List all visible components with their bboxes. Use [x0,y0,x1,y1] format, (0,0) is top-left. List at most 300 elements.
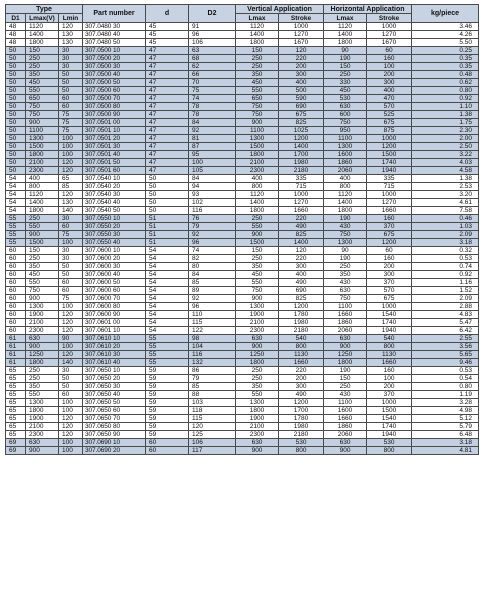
cell-part-number: 307.0480 50 [83,39,146,47]
cell-horizontal-stroke: 160 [367,255,412,263]
cell-part-number: 307.0540 30 [83,191,146,199]
cell-vertical-stroke: 490 [279,279,324,287]
table-row [6,183,479,191]
cell-kg-per-piece: 3.18 [412,239,479,247]
cell-d2: 115 [189,319,236,327]
table-row [6,359,479,367]
cell-d: 59 [146,383,189,391]
cell-d1: 61 [6,351,26,359]
cell-part-number: 307.0650 50 [83,399,146,407]
cell-lmin: 140 [59,207,83,215]
cell-d: 59 [146,391,189,399]
cell-d: 51 [146,239,189,247]
cell-vertical-lmax: 450 [236,271,279,279]
cell-d2: 91 [189,23,236,31]
cell-kg-per-piece: 2.30 [412,127,479,135]
cell-horizontal-lmax: 1300 [324,143,367,151]
cell-vertical-stroke: 530 [279,439,324,447]
cell-kg-per-piece: 1.38 [412,175,479,183]
cell-d1: 61 [6,343,26,351]
cell-kg-per-piece: 0.35 [412,55,479,63]
cell-d: 47 [146,127,189,135]
cell-part-number: 307.0501 30 [83,143,146,151]
cell-kg-per-piece: 5.50 [412,39,479,47]
cell-horizontal-stroke: 1000 [367,23,412,31]
cell-lmin: 100 [59,135,83,143]
table-row [6,103,479,111]
cell-horizontal-stroke: 1200 [367,239,412,247]
cell-part-number: 307.0501 00 [83,119,146,127]
cell-horizontal-stroke: 200 [367,71,412,79]
cell-d1: 50 [6,159,26,167]
cell-horizontal-lmax: 430 [324,391,367,399]
cell-d2: 94 [189,183,236,191]
cell-d2: 105 [189,167,236,175]
cell-d1: 61 [6,359,26,367]
cell-lmax: 350 [26,383,59,391]
cell-d1: 60 [6,303,26,311]
header-part-number: Part number [83,5,146,23]
cell-horizontal-stroke: 1740 [367,159,412,167]
cell-vertical-lmax: 1800 [236,151,279,159]
cell-d1: 65 [6,375,26,383]
cell-kg-per-piece: 5.79 [412,423,479,431]
cell-lmax: 1500 [26,239,59,247]
cell-vertical-lmax: 900 [236,343,279,351]
cell-vertical-lmax: 150 [236,247,279,255]
cell-lmax: 900 [26,119,59,127]
cell-lmax: 250 [26,255,59,263]
cell-d1: 60 [6,271,26,279]
cell-d2: 92 [189,127,236,135]
cell-vertical-stroke: 1660 [279,359,324,367]
cell-lmax: 250 [26,55,59,63]
cell-d1: 60 [6,327,26,335]
cell-d1: 48 [6,23,26,31]
cell-horizontal-lmax: 1860 [324,159,367,167]
cell-kg-per-piece: 1.38 [412,111,479,119]
cell-vertical-lmax: 2300 [236,167,279,175]
cell-lmin: 50 [59,79,83,87]
cell-vertical-lmax: 250 [236,375,279,383]
cell-vertical-lmax: 1300 [236,303,279,311]
cell-vertical-lmax: 750 [236,103,279,111]
cell-horizontal-stroke: 530 [367,439,412,447]
cell-vertical-lmax: 900 [236,447,279,455]
cell-d: 60 [146,439,189,447]
cell-part-number: 307.0501 60 [83,167,146,175]
cell-d2: 93 [189,191,236,199]
cell-lmin: 60 [59,103,83,111]
cell-d: 54 [146,287,189,295]
cell-d2: 106 [189,439,236,447]
cell-part-number: 307.0501 50 [83,159,146,167]
cell-kg-per-piece: 0.92 [412,95,479,103]
table-row [6,159,479,167]
cell-lmax: 1900 [26,415,59,423]
cell-d1: 65 [6,431,26,439]
cell-vertical-stroke: 220 [279,215,324,223]
cell-vertical-stroke: 120 [279,247,324,255]
cell-lmin: 90 [59,335,83,343]
cell-kg-per-piece: 7.58 [412,207,479,215]
cell-vertical-stroke: 1270 [279,31,324,39]
cell-d1: 48 [6,39,26,47]
cell-lmax: 900 [26,295,59,303]
cell-vertical-lmax: 550 [236,87,279,95]
table-row [6,23,479,31]
cell-vertical-stroke: 220 [279,367,324,375]
table-row [6,271,479,279]
cell-horizontal-stroke: 1500 [367,407,412,415]
cell-d1: 60 [6,247,26,255]
cell-kg-per-piece: 3.18 [412,439,479,447]
cell-kg-per-piece: 2.09 [412,231,479,239]
cell-vertical-stroke: 1700 [279,407,324,415]
cell-d2: 84 [189,271,236,279]
cell-part-number: 307.0550 40 [83,239,146,247]
cell-horizontal-lmax: 1860 [324,319,367,327]
cell-d: 47 [146,143,189,151]
cell-horizontal-lmax: 190 [324,215,367,223]
cell-lmax: 1800 [26,359,59,367]
table-row [6,367,479,375]
cell-lmin: 120 [59,191,83,199]
cell-vertical-stroke: 1130 [279,351,324,359]
cell-d2: 87 [189,143,236,151]
table-row [6,327,479,335]
cell-d2: 62 [189,63,236,71]
cell-d1: 69 [6,439,26,447]
cell-horizontal-lmax: 900 [324,343,367,351]
cell-kg-per-piece: 0.32 [412,247,479,255]
cell-kg-per-piece: 3.22 [412,151,479,159]
cell-kg-per-piece: 1.03 [412,223,479,231]
cell-horizontal-lmax: 1400 [324,31,367,39]
cell-d1: 55 [6,239,26,247]
cell-part-number: 307.0540 10 [83,175,146,183]
cell-vertical-lmax: 2100 [236,423,279,431]
cell-lmax: 1800 [26,151,59,159]
cell-d: 51 [146,223,189,231]
cell-lmin: 100 [59,151,83,159]
cell-part-number: 307.0600 70 [83,295,146,303]
cell-vertical-lmax: 1900 [236,415,279,423]
cell-vertical-lmax: 900 [236,231,279,239]
cell-d2: 118 [189,407,236,415]
cell-lmin: 30 [59,63,83,71]
cell-horizontal-lmax: 1800 [324,207,367,215]
cell-d2: 92 [189,295,236,303]
cell-vertical-stroke: 1270 [279,199,324,207]
cell-d1: 50 [6,119,26,127]
cell-lmax: 1120 [26,23,59,31]
cell-d2: 74 [189,247,236,255]
cell-lmax: 350 [26,71,59,79]
cell-part-number: 307.0650 20 [83,375,146,383]
cell-vertical-stroke: 1660 [279,207,324,215]
cell-kg-per-piece: 6.48 [412,431,479,439]
cell-lmin: 30 [59,55,83,63]
cell-vertical-lmax: 650 [236,95,279,103]
cell-d: 47 [146,119,189,127]
cell-horizontal-lmax: 950 [324,127,367,135]
cell-horizontal-stroke: 570 [367,103,412,111]
table-row [6,423,479,431]
cell-d: 55 [146,335,189,343]
cell-vertical-stroke: 500 [279,87,324,95]
cell-vertical-lmax: 250 [236,63,279,71]
table-row [6,287,479,295]
cell-part-number: 307.0550 30 [83,231,146,239]
table-row [6,375,479,383]
cell-horizontal-lmax: 430 [324,223,367,231]
cell-vertical-stroke: 1700 [279,151,324,159]
cell-d2: 85 [189,383,236,391]
cell-horizontal-stroke: 1000 [367,135,412,143]
cell-part-number: 307.0610 20 [83,343,146,351]
cell-lmax: 1500 [26,143,59,151]
cell-vertical-lmax: 1800 [236,359,279,367]
cell-horizontal-stroke: 100 [367,375,412,383]
cell-d: 51 [146,215,189,223]
cell-lmin: 120 [59,431,83,439]
table-row [6,55,479,63]
cell-part-number: 307.0550 10 [83,215,146,223]
cell-kg-per-piece: 4.61 [412,199,479,207]
cell-lmin: 50 [59,71,83,79]
cell-lmax: 350 [26,263,59,271]
cell-kg-per-piece: 0.62 [412,79,479,87]
cell-lmax: 750 [26,111,59,119]
cell-horizontal-stroke: 335 [367,175,412,183]
cell-d2: 88 [189,391,236,399]
table-row [6,63,479,71]
cell-lmin: 65 [59,175,83,183]
cell-lmin: 30 [59,215,83,223]
cell-lmin: 100 [59,303,83,311]
table-row [6,231,479,239]
cell-lmax: 550 [26,391,59,399]
cell-lmax: 1800 [26,207,59,215]
cell-vertical-stroke: 2180 [279,327,324,335]
cell-vertical-lmax: 350 [236,71,279,79]
cell-lmax: 450 [26,79,59,87]
cell-kg-per-piece: 2.55 [412,335,479,343]
cell-part-number: 307.0650 60 [83,407,146,415]
cell-d1: 65 [6,383,26,391]
cell-part-number: 307.0600 30 [83,263,146,271]
cell-lmin: 60 [59,391,83,399]
header-lmax-label: Lmax [29,14,47,22]
cell-lmax: 1400 [26,199,59,207]
cell-d1: 60 [6,279,26,287]
table-row [6,247,479,255]
cell-lmax: 150 [26,247,59,255]
table-row [6,215,479,223]
cell-vertical-lmax: 1500 [236,239,279,247]
cell-vertical-stroke: 1000 [279,23,324,31]
cell-vertical-lmax: 800 [236,183,279,191]
table-row [6,383,479,391]
cell-kg-per-piece: 0.80 [412,87,479,95]
cell-horizontal-lmax: 1300 [324,239,367,247]
cell-vertical-stroke: 800 [279,447,324,455]
cell-lmin: 75 [59,119,83,127]
table-row [6,207,479,215]
cell-vertical-stroke: 490 [279,391,324,399]
cell-horizontal-lmax: 250 [324,263,367,271]
header-d: d [146,5,189,23]
cell-vertical-lmax: 1250 [236,351,279,359]
cell-d1: 50 [6,47,26,55]
cell-lmax: 900 [26,447,59,455]
cell-d1: 55 [6,215,26,223]
cell-kg-per-piece: 4.26 [412,31,479,39]
cell-d: 60 [146,447,189,455]
cell-lmax: 150 [26,47,59,55]
cell-part-number: 307.0600 40 [83,271,146,279]
cell-d: 47 [146,95,189,103]
cell-d: 50 [146,207,189,215]
cell-d2: 84 [189,119,236,127]
cell-part-number: 307.0650 70 [83,415,146,423]
cell-d2: 122 [189,327,236,335]
cell-lmin: 75 [59,295,83,303]
cell-horizontal-stroke: 1270 [367,199,412,207]
cell-part-number: 307.0610 40 [83,359,146,367]
cell-part-number: 307.0500 40 [83,71,146,79]
cell-horizontal-lmax: 1120 [324,191,367,199]
cell-horizontal-lmax: 630 [324,287,367,295]
table-row [6,31,479,39]
cell-part-number: 307.0480 30 [83,23,146,31]
table-row [6,135,479,143]
cell-kg-per-piece: 3.46 [412,23,479,31]
cell-vertical-stroke: 2180 [279,431,324,439]
cell-vertical-lmax: 900 [236,119,279,127]
cell-d2: 116 [189,207,236,215]
cell-vertical-stroke: 675 [279,111,324,119]
cell-d: 55 [146,359,189,367]
cell-horizontal-stroke: 800 [367,343,412,351]
cell-kg-per-piece: 9.46 [412,359,479,367]
table-row [6,111,479,119]
cell-d1: 65 [6,407,26,415]
cell-d: 45 [146,23,189,31]
cell-vertical-stroke: 300 [279,383,324,391]
cell-horizontal-lmax: 1860 [324,423,367,431]
cell-vertical-lmax: 350 [236,383,279,391]
cell-kg-per-piece: 4.58 [412,167,479,175]
cell-horizontal-lmax: 630 [324,439,367,447]
cell-vertical-lmax: 550 [236,223,279,231]
cell-lmin: 60 [59,95,83,103]
header-lmax-suffix: (V) [46,14,55,22]
header-type: Type [6,5,83,14]
cell-kg-per-piece: 6.42 [412,327,479,335]
cell-lmin: 120 [59,423,83,431]
cell-horizontal-stroke: 675 [367,119,412,127]
cell-vertical-stroke: 1670 [279,39,324,47]
cell-vertical-lmax: 350 [236,263,279,271]
cell-d: 59 [146,375,189,383]
table-row [6,47,479,55]
cell-vertical-stroke: 825 [279,231,324,239]
header-d2: D2 [189,5,236,23]
table-row [6,239,479,247]
cell-part-number: 307.0501 20 [83,135,146,143]
cell-horizontal-stroke: 715 [367,183,412,191]
cell-horizontal-stroke: 1740 [367,319,412,327]
cell-vertical-lmax: 1120 [236,23,279,31]
table-row [6,119,479,127]
cell-horizontal-stroke: 570 [367,287,412,295]
cell-lmin: 30 [59,247,83,255]
cell-lmin: 60 [59,279,83,287]
cell-lmax: 1250 [26,351,59,359]
cell-horizontal-stroke: 100 [367,63,412,71]
cell-kg-per-piece: 1.75 [412,119,479,127]
cell-lmax: 2300 [26,167,59,175]
cell-horizontal-stroke: 875 [367,127,412,135]
cell-d1: 54 [6,207,26,215]
cell-d: 47 [146,159,189,167]
cell-horizontal-lmax: 250 [324,71,367,79]
cell-d: 47 [146,151,189,159]
cell-lmin: 130 [59,39,83,47]
cell-lmax: 450 [26,271,59,279]
cell-lmax: 550 [26,223,59,231]
cell-lmin: 30 [59,367,83,375]
cell-horizontal-lmax: 150 [324,63,367,71]
cell-horizontal-stroke: 675 [367,295,412,303]
cell-vertical-lmax: 2300 [236,327,279,335]
table-row [6,223,479,231]
cell-part-number: 307.0600 50 [83,279,146,287]
cell-horizontal-lmax: 330 [324,79,367,87]
cell-vertical-lmax: 1800 [236,39,279,47]
cell-vertical-stroke: 200 [279,63,324,71]
cell-lmin: 30 [59,47,83,55]
cell-d: 47 [146,47,189,55]
table-row [6,279,479,287]
cell-vertical-stroke: 1025 [279,127,324,135]
cell-horizontal-stroke: 1940 [367,431,412,439]
cell-horizontal-lmax: 400 [324,175,367,183]
cell-part-number: 307.0600 90 [83,311,146,319]
cell-horizontal-stroke: 1130 [367,351,412,359]
cell-d2: 79 [189,375,236,383]
cell-lmax: 550 [26,87,59,95]
cell-d: 47 [146,55,189,63]
cell-vertical-lmax: 1100 [236,127,279,135]
cell-kg-per-piece: 0.35 [412,63,479,71]
cell-lmax: 1120 [26,191,59,199]
cell-vertical-stroke: 590 [279,95,324,103]
cell-d: 45 [146,39,189,47]
cell-vertical-stroke: 825 [279,119,324,127]
cell-d2: 104 [189,343,236,351]
cell-d2: 100 [189,159,236,167]
cell-part-number: 307.0540 20 [83,183,146,191]
cell-lmax: 2300 [26,327,59,335]
cell-part-number: 307.0500 80 [83,103,146,111]
cell-vertical-lmax: 630 [236,439,279,447]
cell-horizontal-lmax: 430 [324,279,367,287]
cell-lmax: 1100 [26,127,59,135]
cell-d1: 55 [6,223,26,231]
